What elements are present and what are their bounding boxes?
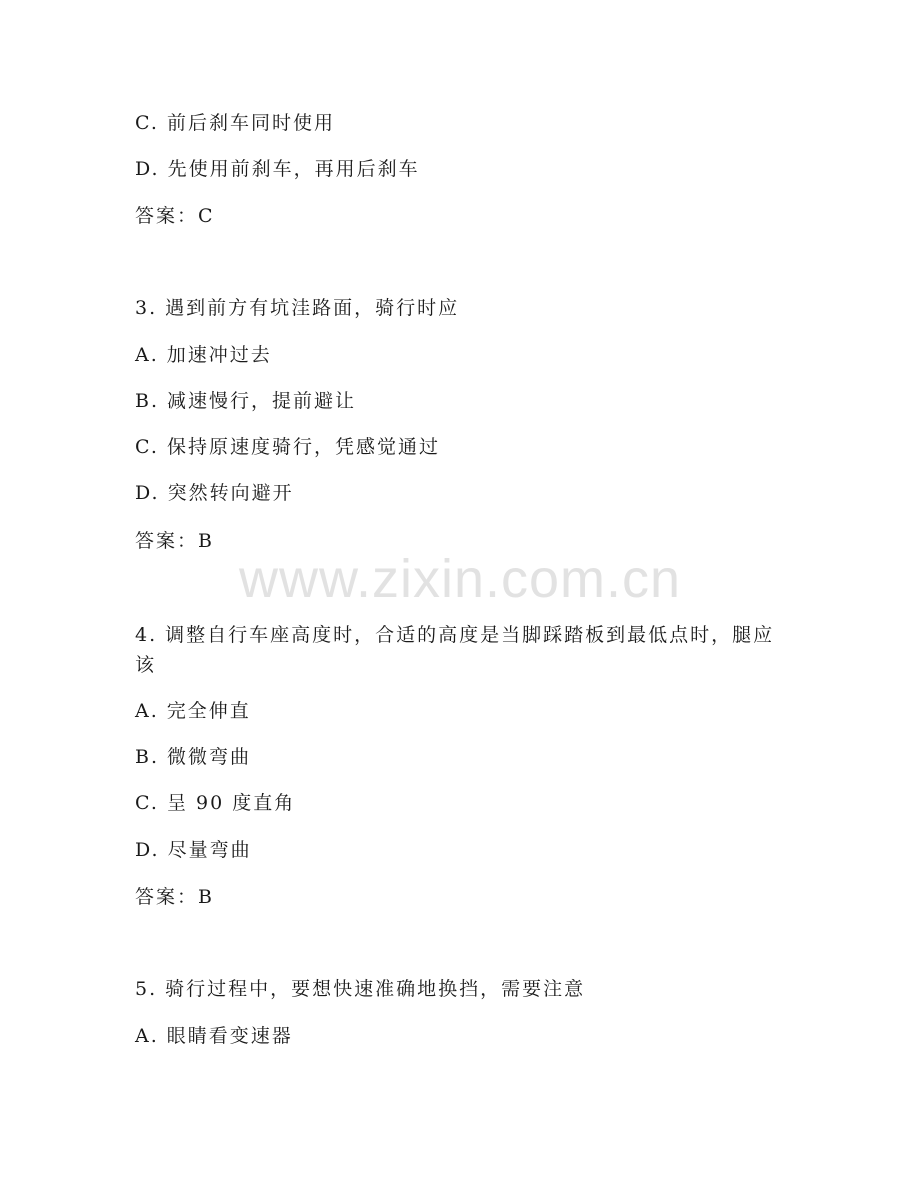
option-d-q2: D. 先使用前刹车，再用后刹车 xyxy=(135,158,420,180)
option-b-q4: B. 微微弯曲 xyxy=(135,746,252,768)
question-3: 3. 遇到前方有坑洼路面，骑行时应 xyxy=(135,297,460,319)
option-b-q3: B. 减速慢行，提前避让 xyxy=(135,390,357,412)
answer-q2: 答案：C xyxy=(135,205,215,227)
answer-q4: 答案：B xyxy=(135,886,214,908)
option-a-q4: A. 完全伸直 xyxy=(135,700,251,722)
option-c-q2: C. 前后刹车同时使用 xyxy=(135,112,335,134)
question-5: 5. 骑行过程中，要想快速准确地换挡，需要注意 xyxy=(135,978,586,1000)
option-d-q3: D. 突然转向避开 xyxy=(135,482,294,504)
answer-q3: 答案：B xyxy=(135,530,214,552)
option-d-q4: D. 尽量弯曲 xyxy=(135,839,252,861)
watermark: www.zixin.com.cn xyxy=(238,549,682,609)
option-c-q4: C. 呈 90 度直角 xyxy=(135,792,296,814)
option-c-q3: C. 保持原速度骑行，凭感觉通过 xyxy=(135,436,440,458)
option-a-q5: A. 眼睛看变速器 xyxy=(135,1025,293,1047)
option-a-q3: A. 加速冲过去 xyxy=(135,344,272,366)
question-4: 4. 调整自行车座高度时，合适的高度是当脚踩踏板到最低点时，腿应该 xyxy=(135,624,775,676)
